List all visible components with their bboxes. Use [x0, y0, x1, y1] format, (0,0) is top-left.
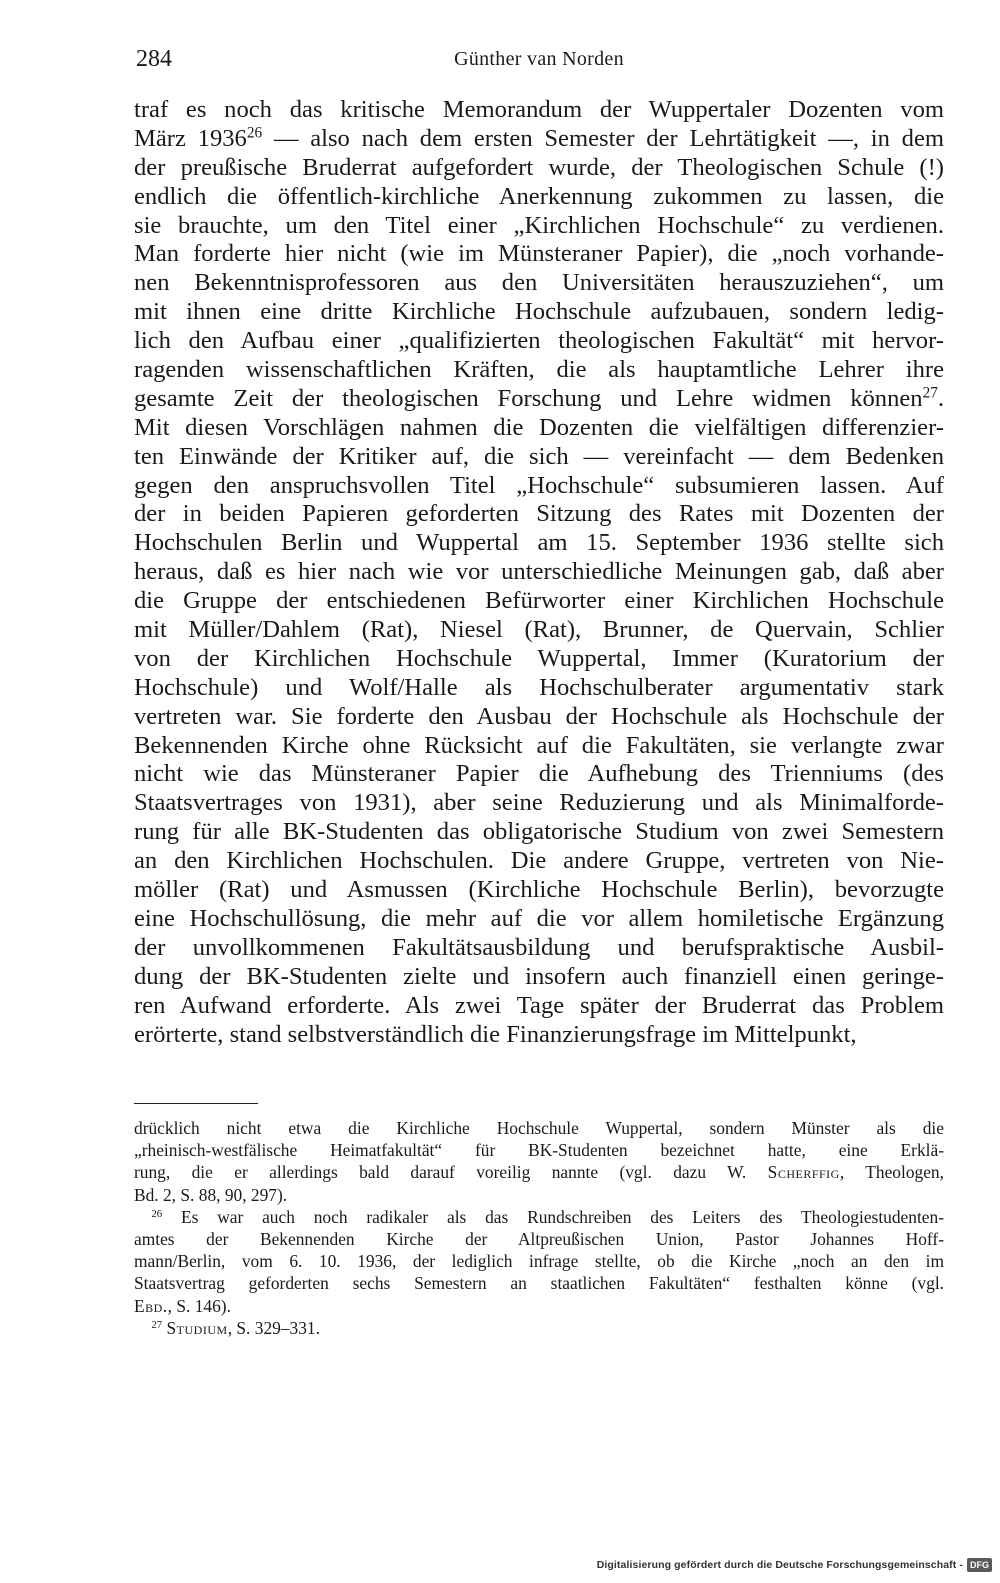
text-run: Staatsvertrages von 1931), aber seine Reduzierung und als Minimalforde- [134, 789, 944, 817]
text-run: nen Bekenntnisprofessoren aus den Universitäten herauszuziehen“, um [134, 269, 944, 297]
text-run: , Theologen, [839, 1162, 944, 1183]
text-run: Es war auch noch radikaler als das Rundschreiben des Leiters des Theologiestudenten- [162, 1206, 944, 1227]
body-line [134, 356, 944, 385]
body-line [134, 558, 944, 587]
body-line [134, 500, 944, 529]
body-line [134, 414, 944, 443]
text-run: , S. 329–331. [227, 1317, 320, 1338]
text-run: amtes der Bekennenden Kirche der Altpreußischen Union, Pastor Johannes Hoff- [134, 1228, 944, 1249]
text-run: gesamte Zeit der theologischen Forschung und Lehre widmen können [134, 384, 923, 412]
body-line [134, 905, 944, 934]
body-line [134, 992, 944, 1021]
body-line [134, 1021, 944, 1050]
text-run [134, 1207, 151, 1227]
text-run: Bekennenden Kirche ohne Rücksicht auf die Fakultäten, sie verlangte zwar [134, 731, 944, 759]
text-run: der in beiden Papieren geforderten Sitzung des Rates mit Dozenten der [134, 500, 944, 528]
text-run: März 1936 [134, 124, 247, 152]
text-run: möller (Rat) und Asmussen (Kirchliche Hochschule Berlin), bevorzugte [134, 876, 944, 904]
small-caps-reference: Studium [166, 1317, 228, 1338]
body-line [134, 240, 944, 269]
body-line [134, 760, 944, 789]
body-line [134, 298, 944, 327]
body-line [134, 96, 944, 125]
footnote-line [134, 1250, 944, 1272]
text-run: Bd. 2, S. 88, 90, 297). [134, 1184, 288, 1205]
body-line [134, 847, 944, 876]
body-line [134, 154, 944, 183]
text-run: endlich die öffentlich-kirchliche Anerkennung zukommen zu lassen, die [134, 182, 944, 210]
text-run: drücklich nicht etwa die Kirchliche Hochschule Wuppertal, sondern Münster als die [134, 1118, 944, 1138]
body-line [134, 472, 944, 501]
text-run: von der Kirchlichen Hochschule Wuppertal, Immer (Kuratorium der [134, 644, 944, 672]
text-run: rung, die er allerdings bald darauf voreilig nannte (vgl. dazu W. [134, 1162, 768, 1183]
text-run: Hochschule) und Wolf/Halle als Hochschulberater argumentativ stark [134, 673, 944, 701]
text-run: vertreten war. Sie forderte den Ausbau der Hochschule als Hochschule der [134, 702, 944, 730]
body-line [134, 443, 944, 472]
footnote-line [134, 1317, 944, 1339]
footnote-line [134, 1161, 944, 1183]
credit-text: Digitalisierung gefördert durch die Deutsche Forschungsgemeinschaft - [596, 1559, 963, 1571]
text-run: Hochschulen Berlin und Wuppertal am 15. September 1936 stellte sich [134, 529, 944, 557]
page-number: 284 [136, 46, 172, 72]
text-run: — also nach dem ersten Semester der Lehrtätigkeit —, in dem [262, 124, 944, 152]
text-run: , S. 146). [167, 1295, 231, 1316]
dfg-logo-icon: DFG [967, 1558, 992, 1572]
text-run: ragenden wissenschaftlichen Kräften, die als hauptamtliche Lehrer ihre [134, 356, 944, 384]
footnote-marker: 26 [151, 1207, 163, 1220]
text-run: traf es noch das kritische Memorandum der Wuppertaler Dozenten vom [134, 96, 944, 123]
body-line [134, 385, 944, 414]
text-run: erörterte, stand selbstverständlich die Finanzierungsfrage im Mittelpunkt, [134, 1020, 857, 1048]
small-caps-reference: Ebd. [134, 1295, 168, 1316]
text-run: der preußische Bruderrat aufgefordert wurde, der Theologischen Schule (!) [134, 153, 944, 181]
text-run: mit ihnen eine dritte Kirchliche Hochschule aufzubauen, sondern ledig- [134, 298, 944, 326]
main-text [134, 96, 944, 1049]
body-line [134, 703, 944, 732]
body-line [134, 587, 944, 616]
text-run: „rheinisch-westfälische Heimatfakultät“ für BK-Studenten bezeichnet hatte, eine Erklä- [134, 1140, 944, 1161]
body-line [134, 674, 944, 703]
body-line [134, 616, 944, 645]
page-header [136, 46, 942, 78]
small-caps-reference: Scherffig [767, 1162, 840, 1183]
text-run: sie brauchte, um den Titel einer „Kirchlichen Hochschule“ zu verdienen. [134, 211, 944, 239]
text-run: an den Kirchlichen Hochschulen. Die andere Gruppe, vertreten von Nie- [134, 847, 944, 875]
body-line [134, 818, 944, 847]
footnotes [134, 1117, 944, 1339]
footnote-line [134, 1206, 944, 1228]
footnote-marker: 27 [922, 384, 938, 402]
text-run: Staatsvertrag geforderten sechs Semestern an staatlichen Fakultäten“ festhalten könne (vgl. [134, 1273, 944, 1294]
footnote-marker: 26 [246, 124, 263, 142]
digitization-credit [597, 1555, 992, 1575]
running-head: Günther van Norden [454, 48, 624, 70]
text-run: ten Einwände der Kritiker auf, die sich — vereinfacht — dem Bedenken [134, 442, 944, 470]
text-run: Man forderte hier nicht (wie im Münsteraner Papier), die „noch vorhande- [134, 240, 944, 268]
body-line [134, 789, 944, 818]
footnote-line [134, 1295, 944, 1317]
text-run: der unvollkommenen Fakultätsausbildung und berufspraktische Ausbil- [134, 933, 944, 961]
text-run: dung der BK-Studenten zielte und insofern auch finanziell einen geringe- [134, 962, 944, 990]
body-line [134, 125, 944, 154]
text-run: mann/Berlin, vom 6. 10. 1936, der lediglich infrage stellte, ob die Kirche „noch an den im [134, 1251, 944, 1272]
body-line [134, 732, 944, 761]
text-run: rung für alle BK-Studenten das obligatorische Studium von zwei Semestern [134, 818, 944, 846]
text-run: mit Müller/Dahlem (Rat), Niesel (Rat), Brunner, de Quervain, Schlier [134, 616, 944, 644]
body-line [134, 212, 944, 241]
body-line [134, 269, 944, 298]
text-run [134, 1318, 151, 1338]
footnote-line [134, 1228, 944, 1250]
text-run: lich den Aufbau einer „qualifizierten theologischen Fakultät“ mit hervor- [134, 327, 944, 355]
body-line [134, 645, 944, 674]
text-run: eine Hochschullösung, die mehr auf die vor allem homiletische Ergänzung [134, 904, 944, 932]
text-run: nicht wie das Münsteraner Papier die Aufhebung des Trienniums (des [134, 760, 944, 788]
footnote-line [134, 1117, 944, 1139]
body-line [134, 183, 944, 212]
body-line [134, 934, 944, 963]
body-line [134, 327, 944, 356]
body-line [134, 529, 944, 558]
footnote-line [134, 1139, 944, 1161]
body-line [134, 963, 944, 992]
body-line [134, 876, 944, 905]
footnote-line [134, 1272, 944, 1294]
text-run: die Gruppe der entschiedenen Befürworter einer Kirchlichen Hochschule [134, 587, 944, 615]
footnote-line [134, 1184, 944, 1206]
text-run: heraus, daß es hier nach wie vor unterschiedliche Meinungen gab, daß aber [134, 558, 944, 586]
footnote-separator [134, 1103, 258, 1104]
footnote-marker: 27 [151, 1318, 163, 1331]
text-run: ren Aufwand erforderte. Als zwei Tage später der Bruderrat das Problem [134, 991, 944, 1019]
text-run: gegen den anspruchsvollen Titel „Hochschule“ subsumieren lassen. Auf [134, 471, 944, 499]
text-run: . [937, 384, 944, 412]
text-run: Mit diesen Vorschlägen nahmen die Dozenten die vielfältigen differenzier- [134, 413, 944, 441]
